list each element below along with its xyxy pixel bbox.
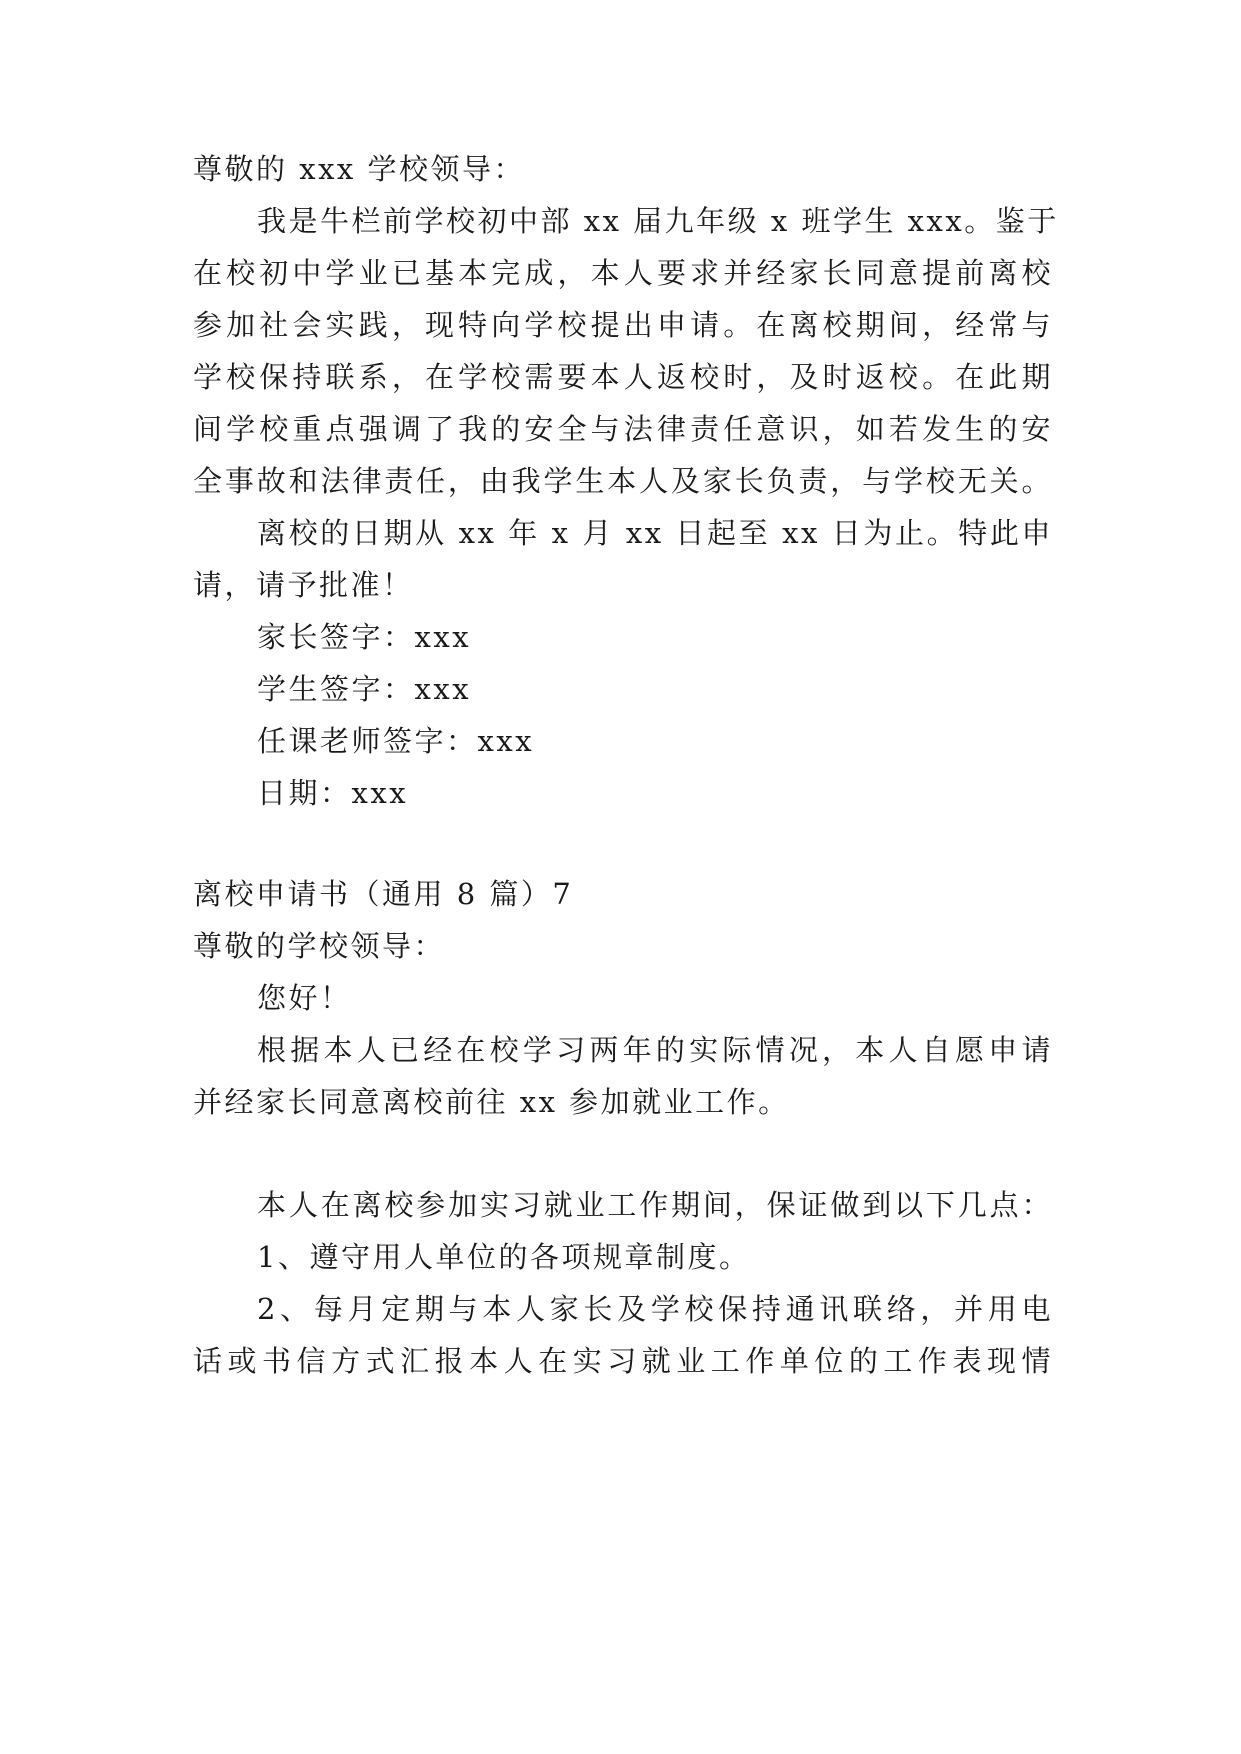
teacher-signature: 任课老师签字：xxx [257, 724, 535, 758]
list-item: 2、每月定期与本人家长及学校保持通讯联络，并用电 [257, 1292, 1053, 1326]
paragraph-line: 参加社会实践，现特向学校提出申请。在离校期间，经常与 [193, 308, 1053, 342]
paragraph-line: 学校保持联系，在学校需要本人返校时，及时返校。在此期 [193, 360, 1053, 394]
section-title: 离校申请书（通用 8 篇）7 [193, 877, 574, 911]
date-line: 日期：xxx [257, 776, 409, 810]
list-item: 1、遵守用人单位的各项规章制度。 [257, 1240, 751, 1274]
salutation: 尊敬的学校领导： [193, 929, 446, 963]
pledge-intro: 本人在离校参加实习就业工作期间，保证做到以下几点： [257, 1188, 1053, 1222]
greeting: 您好！ [257, 981, 352, 1015]
paragraph-line: 在校初中学业已基本完成，本人要求并经家长同意提前离校 [193, 256, 1053, 290]
paragraph-line: 全事故和法律责任，由我学生本人及家长负责，与学校无关。 [193, 464, 1053, 498]
student-signature: 学生签字：xxx [257, 672, 472, 706]
paragraph-line: 并经家长同意离校前往 xx 参加就业工作。 [193, 1085, 790, 1119]
paragraph-line: 我是牛栏前学校初中部 xx 届九年级 x 班学生 xxx。鉴于 [257, 204, 1059, 238]
paragraph-line: 间学校重点强调了我的安全与法律责任意识，如若发生的安 [193, 412, 1053, 446]
paragraph-line: 请，请予批准！ [193, 568, 414, 602]
parent-signature: 家长签字：xxx [257, 620, 472, 654]
paragraph-line: 离校的日期从 xx 年 x 月 xx 日起至 xx 日为止。特此申 [257, 516, 1053, 550]
paragraph-line: 话或书信方式汇报本人在实习就业工作单位的工作表现情 [193, 1344, 1053, 1378]
salutation: 尊敬的 xxx 学校领导： [193, 152, 526, 186]
paragraph-line: 根据本人已经在校学习两年的实际情况，本人自愿申请 [257, 1033, 1053, 1067]
